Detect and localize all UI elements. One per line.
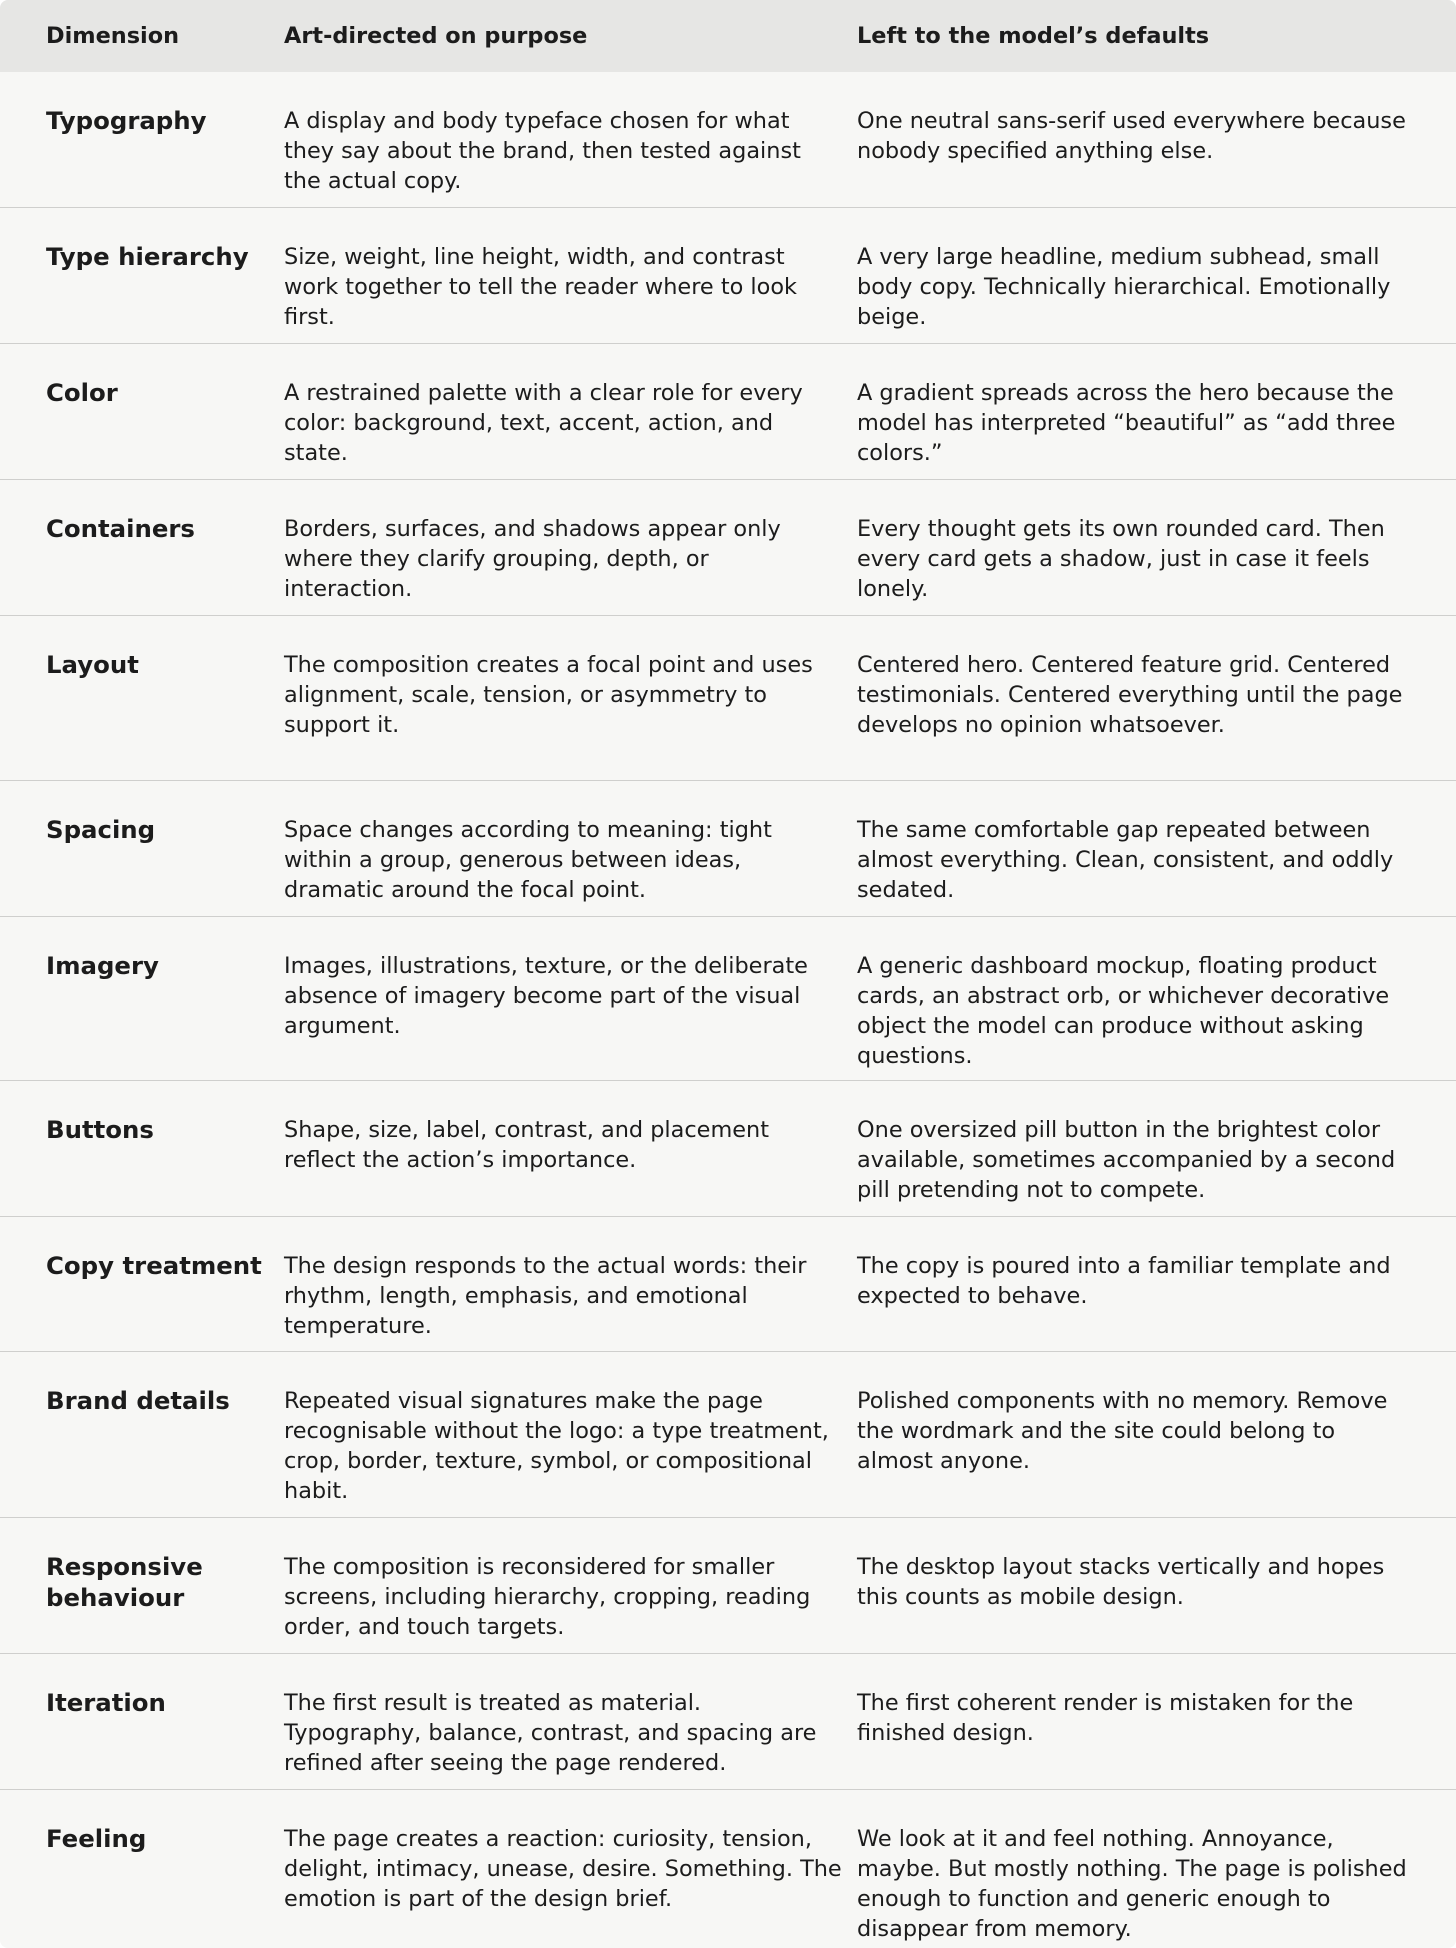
row-defaults: The first coherent render is mistaken for the finished design. bbox=[857, 1690, 1354, 1746]
row-dimension: Iteration bbox=[46, 1688, 166, 1717]
row-dimension: Buttons bbox=[46, 1115, 154, 1144]
header-defaults: Left to the model’s defaults bbox=[857, 23, 1210, 49]
row-art-directed: A display and body typeface chosen for what they say about the brand, then tested against the actual copy. bbox=[284, 108, 801, 194]
header-art-directed: Art-directed on purpose bbox=[284, 23, 588, 49]
table-row bbox=[0, 781, 1456, 917]
row-art-directed: Images, illustrations, texture, or the deliberate absence of imagery become part of the visual argument. bbox=[284, 953, 808, 1039]
row-defaults: The copy is poured into a familiar template and expected to behave. bbox=[857, 1253, 1391, 1309]
row-art-directed: A restrained palette with a clear role for every color: background, text, accent, action, and state. bbox=[284, 380, 803, 466]
table-row bbox=[0, 616, 1456, 781]
row-dimension: Spacing bbox=[46, 815, 156, 844]
row-defaults: Polished components with no memory. Remove the wordmark and the site could belong to almost anyone. bbox=[857, 1388, 1388, 1474]
table-row bbox=[0, 1518, 1456, 1654]
row-defaults: A generic dashboard mockup, floating product cards, an abstract orb, or whichever decorative object the model can produce without asking questions. bbox=[857, 953, 1390, 1069]
row-art-directed: Space changes according to meaning: tight within a group, generous between ideas, dramatic around the focal point. bbox=[284, 817, 772, 903]
row-dimension: Color bbox=[46, 378, 118, 407]
row-defaults: Every thought gets its own rounded card. Then every card gets a shadow, just in case it feels lonely. bbox=[857, 516, 1385, 602]
table-row bbox=[0, 917, 1456, 1081]
table-row bbox=[0, 1654, 1456, 1790]
row-defaults: One oversized pill button in the brightest color available, sometimes accompanied by a second pill pretending not to compete. bbox=[857, 1117, 1396, 1203]
table-row bbox=[0, 480, 1456, 616]
row-dimension: Typography bbox=[46, 106, 207, 135]
row-dimension: Imagery bbox=[46, 951, 159, 980]
header-dimension: Dimension bbox=[46, 23, 180, 49]
row-art-directed: The first result is treated as material. Typography, balance, contrast, and spacing are refined after seeing the page rendered. bbox=[284, 1690, 817, 1776]
row-defaults: Centered hero. Centered feature grid. Centered testimonials. Centered everything until the page develops no opinion whatsoever. bbox=[857, 652, 1403, 738]
row-defaults: A very large headline, medium subhead, small body copy. Technically hierarchical. Emotionally beige. bbox=[857, 244, 1391, 330]
table-row bbox=[0, 1081, 1456, 1217]
table-row bbox=[0, 72, 1456, 208]
row-art-directed: Shape, size, label, contrast, and placement reflect the action’s importance. bbox=[284, 1117, 770, 1173]
table-row bbox=[0, 344, 1456, 480]
table-row bbox=[0, 208, 1456, 344]
table-header-row bbox=[0, 0, 1456, 72]
table-row bbox=[0, 1352, 1456, 1518]
table-row bbox=[0, 1790, 1456, 1948]
row-art-directed: Repeated visual signatures make the page recognisable without the logo: a type treatment, crop, border, texture, symbol, or compositional habit. bbox=[284, 1388, 829, 1504]
row-art-directed: The design responds to the actual words: their rhythm, length, emphasis, and emotional temperature. bbox=[284, 1253, 807, 1339]
table-row bbox=[0, 1217, 1456, 1352]
row-dimension: Containers bbox=[46, 514, 195, 543]
row-dimension: Brand details bbox=[46, 1386, 230, 1415]
row-art-directed: Size, weight, line height, width, and contrast work together to tell the reader where to look first. bbox=[284, 244, 797, 330]
row-defaults: A gradient spreads across the hero because the model has interpreted “beautiful” as “add three colors.” bbox=[857, 380, 1396, 466]
row-art-directed: Borders, surfaces, and shadows appear only where they clarify grouping, depth, or interaction. bbox=[284, 516, 781, 602]
row-defaults: One neutral sans-serif used everywhere because nobody specified anything else. bbox=[857, 108, 1406, 164]
row-dimension: Responsive behaviour bbox=[46, 1552, 203, 1612]
row-art-directed: The composition creates a focal point and uses alignment, scale, tension, or asymmetry to support it. bbox=[284, 652, 813, 738]
row-dimension: Type hierarchy bbox=[46, 242, 249, 271]
row-defaults: The same comfortable gap repeated between almost everything. Clean, consistent, and oddly sedated. bbox=[857, 817, 1394, 903]
row-defaults: The desktop layout stacks vertically and hopes this counts as mobile design. bbox=[857, 1554, 1385, 1610]
row-dimension: Copy treatment bbox=[46, 1251, 262, 1280]
row-dimension: Feeling bbox=[46, 1824, 147, 1853]
row-art-directed: The page creates a reaction: curiosity, tension, delight, intimacy, unease, desire. Something. The emotion is part of the design brief. bbox=[284, 1826, 842, 1912]
row-art-directed: The composition is reconsidered for smaller screens, including hierarchy, cropping, reading order, and touch targets. bbox=[284, 1554, 811, 1640]
row-defaults: We look at it and feel nothing. Annoyance, maybe. But mostly nothing. The page is polished enough to function and generic enough to disappear from memory. bbox=[857, 1826, 1407, 1942]
row-dimension: Layout bbox=[46, 650, 139, 679]
